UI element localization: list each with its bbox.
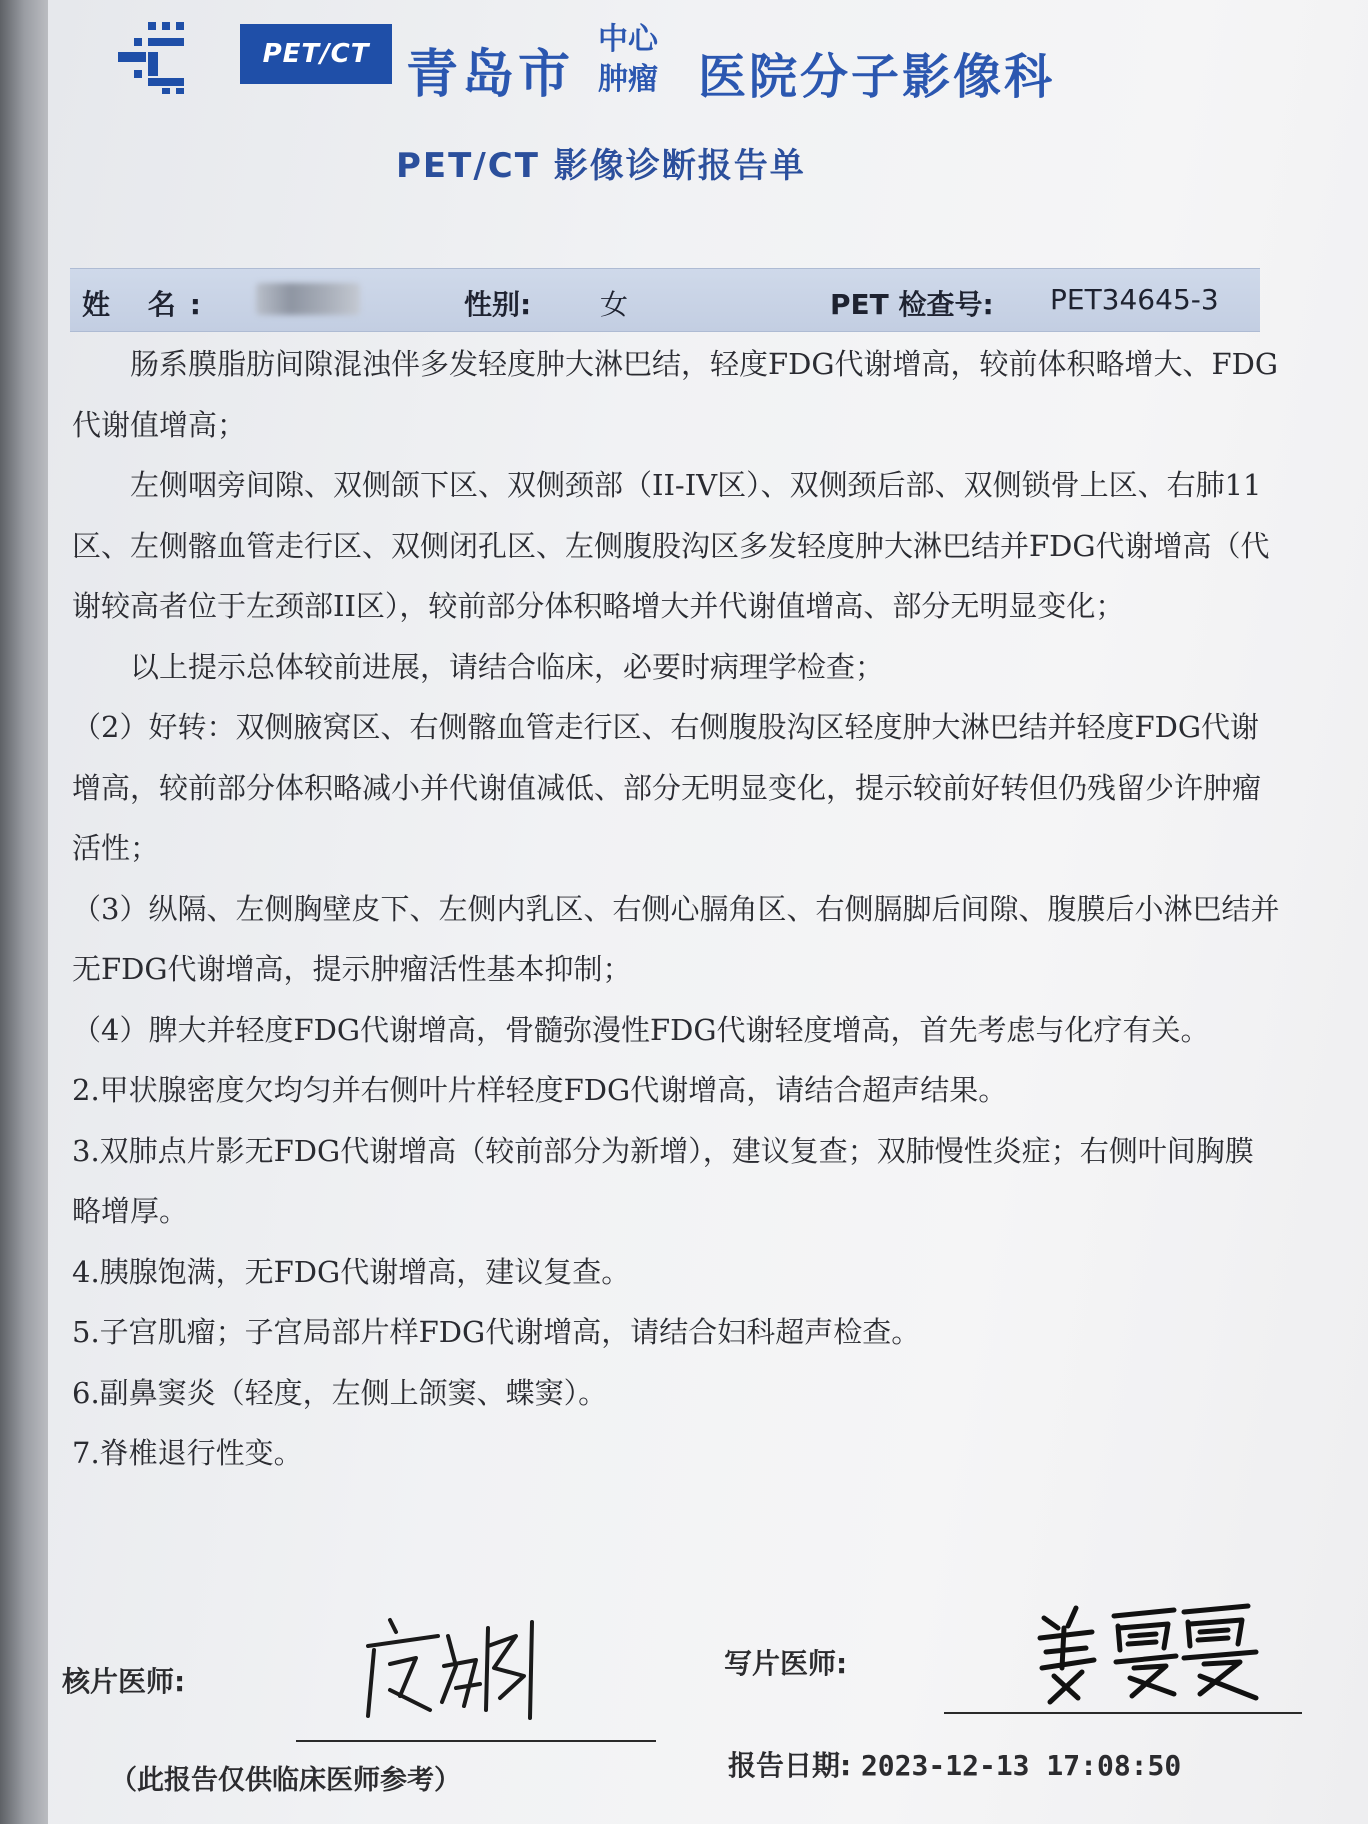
finding-paragraph: 4.胰腺饱满，无FDG代谢增高，建议复查。 — [72, 1254, 631, 1289]
finding-paragraph: 以上提示总体较前进展，请结合临床，必要时病理学检查； — [130, 649, 885, 684]
report-title: PET/CT 影像诊断报告单 — [396, 146, 806, 186]
finding-paragraph: 5.子宫肌瘤；子宫局部片样FDG代谢增高，请结合妇科超声检查。 — [72, 1315, 921, 1349]
department-name: 医院分子影像科 — [698, 49, 1056, 105]
finding-paragraph: （2）好转：双侧腋窝区、右侧髂血管走行区、右侧腹股沟区轻度肿大淋巴结并轻度FDG代谢增高，较前部分体积略减小并代谢值减低、部分无明显变化，提示较前好转但仍残留少许肿瘤活性； — [72, 710, 1262, 865]
writer-signature-line — [944, 1712, 1302, 1714]
hospital-name-stack — [598, 20, 678, 100]
finding-paragraph: 7.脊椎退行性变。 — [72, 1436, 303, 1470]
logo-mark-icon — [118, 22, 218, 94]
finding-paragraph: 6.副鼻窦炎（轻度，左侧上颌窦、蝶窦）。 — [72, 1375, 608, 1410]
finding-paragraph: 3.双肺点片影无FDG代谢增高（较前部分为新增），建议复查；双肺慢性炎症；右侧叶间胸膜略增厚。 — [72, 1133, 1254, 1228]
finding-paragraph: 左侧咽旁间隙、双侧颌下区、双侧颈部（II-IV区）、双侧颈后部、双侧锁骨上区、右肺11区、左侧髂血管走行区、双侧闭孔区、左侧腹股沟区多发轻度肿大淋巴结并FDG代谢增高（代谢较高者位于左颈部II区），较前部分体积略增大并代谢值增高、部分无明显变化； — [72, 468, 1270, 623]
gender-value: 女 — [600, 288, 629, 321]
diagnosis-body — [72, 334, 1282, 1484]
name-label: 姓 名: — [82, 288, 215, 321]
reviewer-signature — [360, 1606, 560, 1728]
finding-paragraph: （3）纵隔、左侧胸壁皮下、左侧内乳区、右侧心膈角区、右侧膈脚后间隙、腹膜后小淋巴结并无FDG代谢增高，提示肿瘤活性基本抑制； — [72, 891, 1280, 986]
report-date-value: 2023-12-13 17:08:50 — [860, 1749, 1182, 1782]
redacted-name — [256, 283, 360, 315]
disclaimer: （此报告仅供临床医师参考） — [110, 1765, 461, 1796]
report-date — [728, 1744, 1181, 1784]
reviewer-signature-line — [296, 1740, 656, 1742]
reviewer-label: 核片医师: — [62, 1665, 186, 1698]
writer-label: 写片医师: — [724, 1647, 848, 1680]
gender-label: 性别: — [464, 288, 532, 321]
finding-paragraph: （4）脾大并轻度FDG代谢增高，骨髓弥漫性FDG代谢轻度增高，首先考虑与化疗有关。 — [72, 1012, 1210, 1047]
writer-signature — [1034, 1598, 1264, 1708]
logo-petct-box: PET/CT — [240, 24, 392, 84]
hospital-name-top: 中心 — [598, 22, 658, 57]
hospital-city: 青岛市 — [406, 45, 575, 105]
finding-paragraph: 肠系膜脂肪间隙混浊伴多发轻度肿大淋巴结，轻度FDG代谢增高，较前体积略增大、FDG代谢值增高； — [72, 347, 1279, 442]
report-date-label: 报告日期: — [728, 1749, 852, 1782]
patient-info-bar — [70, 268, 1260, 332]
finding-paragraph: 2.甲状腺密度欠均匀并右侧叶片样轻度FDG代谢增高，请结合超声结果。 — [72, 1073, 1008, 1107]
exam-number-value: PET34645-3 — [1050, 283, 1219, 316]
exam-number-label: PET 检查号: — [830, 288, 994, 321]
hospital-name-bottom: 肿瘤 — [598, 62, 658, 97]
